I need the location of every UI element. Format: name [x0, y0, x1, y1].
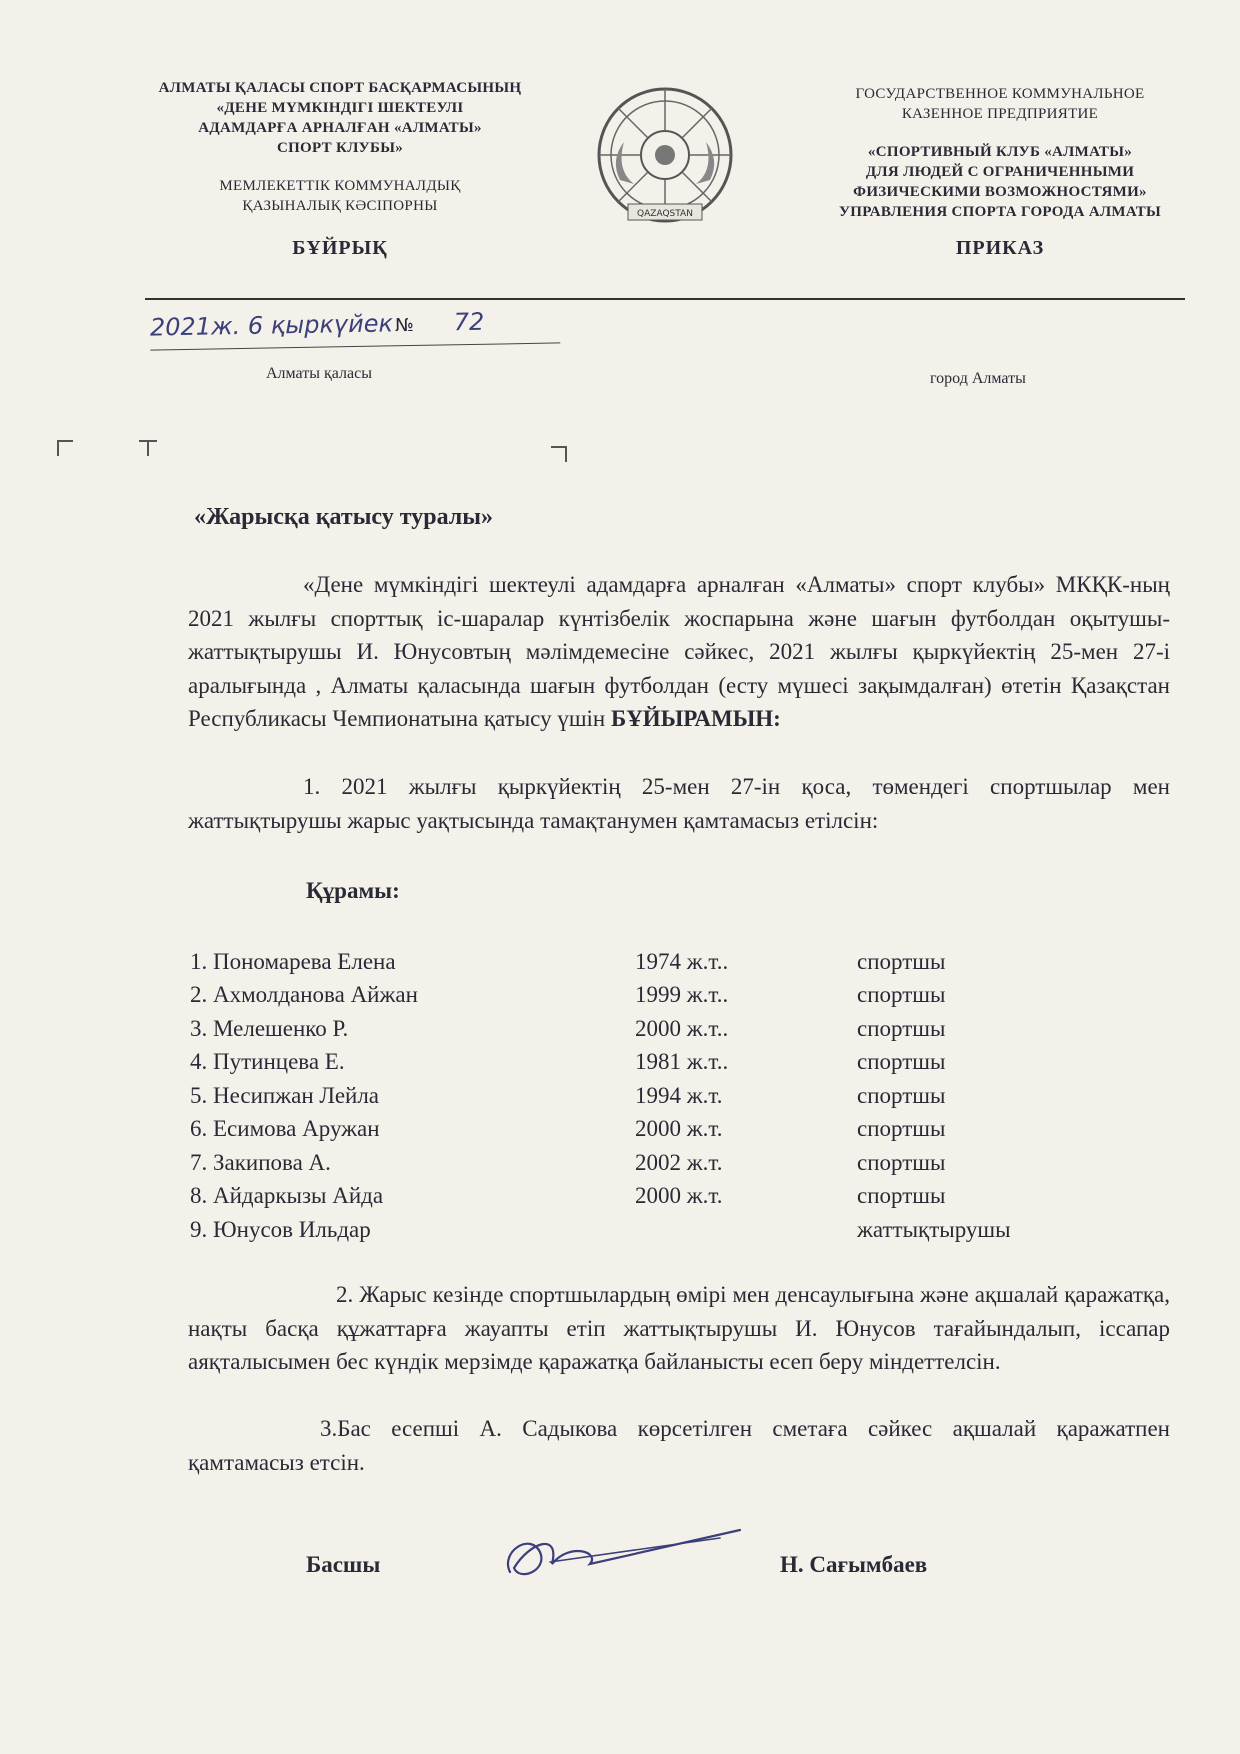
org-name-ru-line3: ФИЗИЧЕСКИМИ ВОЗМОЖНОСТЯМИ» [853, 184, 1147, 200]
roster-name: 4. Путинцева Е. [190, 1049, 345, 1075]
roster-birth-year: 2000 ж.т. [635, 1116, 723, 1142]
corner-mark [147, 440, 149, 456]
roster-row [190, 1213, 1090, 1247]
org-type-ru-line1: ГОСУДАРСТВЕННОЕ КОММУНАЛЬНОЕ [855, 86, 1145, 102]
state-emblem [590, 80, 740, 245]
order-subject: «Жарысқа қатысу туралы» [194, 504, 494, 530]
doc-type-kz: БҰЙРЫҚ [292, 237, 388, 259]
roster-birth-year: 1974 ж.т.. [635, 948, 729, 974]
org-name-kz-line2: «ДЕНЕ МҮМКІНДІГІ ШЕКТЕУЛІ [216, 100, 464, 116]
roster-row [190, 1113, 1090, 1147]
org-name-kz-line4: СПОРТ КЛУБЫ» [276, 140, 404, 156]
emblem-icon [590, 80, 740, 240]
corner-mark [551, 446, 567, 462]
org-type-kz-line2: ҚАЗЫНАЛЫҚ КӘСІПОРНЫ [242, 198, 438, 214]
order-number: 72 [453, 307, 485, 337]
roster-row [190, 945, 1090, 979]
doc-type-ru: ПРИКАЗ [955, 237, 1045, 259]
roster-list [190, 945, 1090, 1247]
number-sign: № [394, 314, 414, 337]
roster-birth-year: 2000 ж.т. [635, 1183, 723, 1209]
roster-row [190, 979, 1090, 1013]
header-right-block [790, 84, 1210, 258]
order-date: 2021ж. 6 қыркүйек [149, 309, 394, 342]
city-kz: Алматы қаласы [266, 365, 372, 382]
roster-row [190, 1046, 1090, 1080]
roster-name: 1. Пономарева Елена [190, 948, 396, 974]
org-name-kz-line3: АДАМДАРҒА АРНАЛҒАН «АЛМАТЫ» [198, 120, 482, 136]
roster-name: 7. Закипова А. [190, 1149, 331, 1175]
item-1-paragraph: 1. 2021 жылғы қыркүйектің 25-мен 27-ін қоса, төмендегі спортшылар мен жаттықтырушы жарыс уақтысында тамақтанумен қамтамасыз етілсін: [188, 774, 1170, 833]
roster-role: спортшы [857, 1015, 946, 1041]
roster-role: спортшы [857, 948, 946, 974]
signature-icon [490, 1512, 750, 1592]
signature-title: Басшы [306, 1552, 381, 1577]
emblem-label: QAZAQSTAN [637, 209, 693, 219]
roster-role: спортшы [857, 1149, 946, 1175]
item-2-paragraph: 2. Жарыс кезінде спортшылардың өмірі мен денсаулығына және ақшалай қаражатқа, нақты басқа құжаттарға жауапты етіп жаттықтырушы И. Юнусов тағайындалып, іссапар аяқталысымен бес күндік мерзімде қаражатқа байланысты есеп беру міндеттелсін. [188, 1282, 1170, 1374]
roster-row [190, 1079, 1090, 1113]
order-date-number [150, 306, 561, 350]
org-name-kz-line1: АЛМАТЫ ҚАЛАСЫ СПОРТ БАСҚАРМАСЫНЫҢ [158, 80, 522, 96]
org-type-ru-line2: КАЗЕННОЕ ПРЕДПРИЯТИЕ [901, 106, 1099, 122]
handwritten-signature [490, 1512, 750, 1597]
org-name-ru-line1: «СПОРТИВНЫЙ КЛУБ «АЛМАТЫ» [867, 144, 1133, 160]
roster-role: жаттықтырушы [857, 1216, 1011, 1242]
signatory-name: Н. Сағымбаев [780, 1552, 928, 1577]
roster-role: спортшы [857, 1116, 946, 1142]
roster-role: спортшы [857, 982, 946, 1008]
roster-row [190, 1012, 1090, 1046]
roster-row [190, 1180, 1090, 1214]
composition-label: Құрамы: [306, 878, 400, 903]
roster-birth-year: 1994 ж.т. [635, 1082, 723, 1108]
order-keyword: БҰЙЫРАМЫН: [610, 706, 781, 731]
roster-role: спортшы [857, 1049, 946, 1075]
city-ru: город Алматы [930, 370, 1026, 387]
roster-row [190, 1146, 1090, 1180]
header-divider [145, 298, 1185, 300]
roster-birth-year: 2000 ж.т.. [635, 1015, 729, 1041]
roster-name: 6. Есимова Аружан [190, 1116, 380, 1142]
header-left-block [110, 78, 570, 258]
roster-role: спортшы [857, 1082, 946, 1108]
roster-name: 3. Мелешенко Р. [190, 1015, 349, 1041]
corner-mark [57, 440, 73, 456]
intro-text: «Дене мүмкіндігі шектеулі адамдарға арналған «Алматы» спорт клубы» МКҚК-ның 2021 жылғы спорттық іс-шаралар күнтізбелік жоспарына және шағын футболдан оқытушы-жаттықтырушы И. Юнусовтың мәлімдемесіне сәйкес, 2021 жылғы қыркүйектің 25-мен 27-і аралығында , Алматы қаласында шағын футболдан (есту мүшесі зақымдалған) өтетін Қазақстан Республикасы Чемпионатына қатысу үшін [188, 572, 1170, 731]
roster-birth-year: 2002 ж.т. [635, 1149, 723, 1175]
roster-name: 9. Юнусов Ильдар [190, 1216, 371, 1242]
item-3-paragraph: 3.Бас есепші А. Садыкова көрсетілген сметаға сәйкес ақшалай қаражатпен қамтамасыз етсін. [188, 1416, 1170, 1475]
org-type-kz-line1: МЕМЛЕКЕТТІК КОММУНАЛДЫҚ [219, 178, 461, 194]
roster-birth-year: 1999 ж.т.. [635, 982, 729, 1008]
roster-birth-year: 1981 ж.т.. [635, 1049, 729, 1075]
roster-name: 5. Несипжан Лейла [190, 1082, 380, 1108]
roster-name: 2. Ахмолданова Айжан [190, 982, 418, 1008]
roster-role: спортшы [857, 1183, 946, 1209]
org-name-ru-line2: ДЛЯ ЛЮДЕЙ С ОГРАНИЧЕННЫМИ [865, 164, 1135, 180]
intro-paragraph [188, 568, 1170, 736]
org-name-ru-line4: УПРАВЛЕНИЯ СПОРТА ГОРОДА АЛМАТЫ [838, 204, 1162, 220]
roster-name: 8. Айдаркызы Айда [190, 1183, 384, 1209]
